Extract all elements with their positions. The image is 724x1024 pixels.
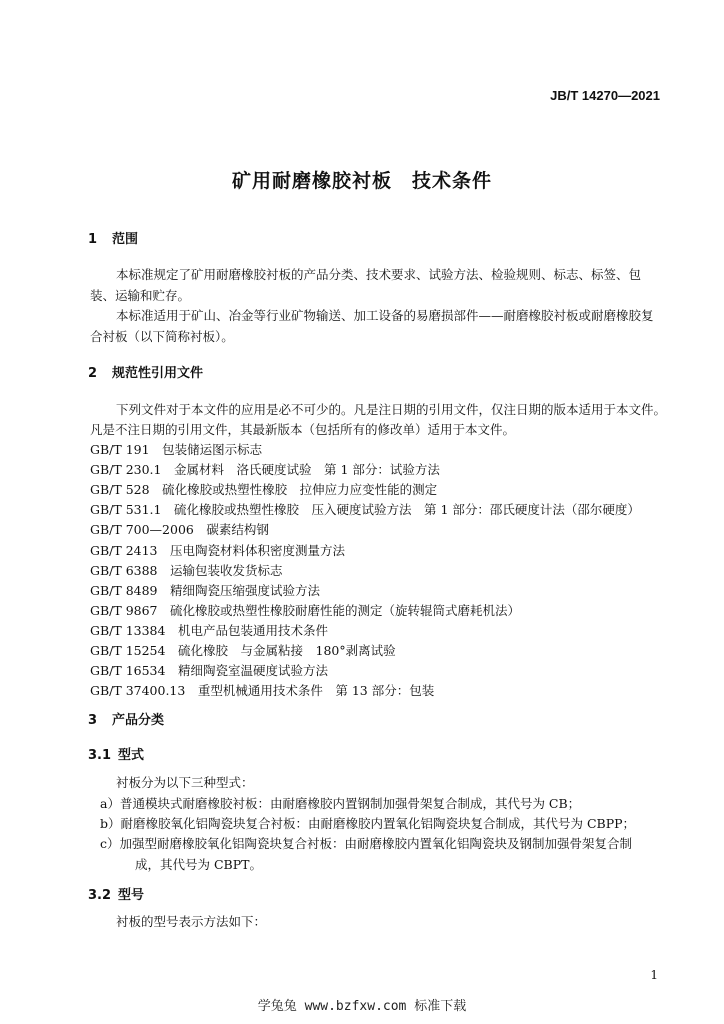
reference-title: 精细陶瓷压缩强度试验方法	[170, 582, 321, 598]
reference-title: 硫化橡胶或热塑性橡胶 拉伸应力应变性能的测定	[162, 482, 438, 498]
section-title: 产品分类	[112, 713, 165, 728]
paragraph-line: 装、运输和贮存。	[90, 288, 191, 303]
reference-item	[90, 480, 437, 498]
reference-title: 金属材料 洛氏硬度试验 第 1 部分：试验方法	[174, 462, 440, 478]
list-text: 加强型耐磨橡胶氧化铝陶瓷块复合衬板：由耐磨橡胶内置氧化铝陶瓷块及钢制加强骨架复合制	[119, 836, 633, 851]
section-1-heading	[88, 228, 138, 247]
subsection-title: 型号	[118, 888, 145, 903]
reference-code: GB/T 16534	[90, 663, 166, 679]
section-title: 范围	[112, 232, 139, 247]
reference-title: 碳素结构钢	[206, 522, 269, 538]
reference-code: GB/T 531.1	[90, 502, 162, 518]
list-text: 耐磨橡胶氧化铝陶瓷块复合衬板：由耐磨橡胶内置氧化铝陶瓷块复合制成，其代号为 CBPP；	[120, 816, 636, 831]
list-marker: b）	[100, 816, 121, 831]
reference-item	[90, 681, 434, 699]
reference-item	[90, 541, 345, 559]
list-item-c	[100, 834, 632, 852]
subsection-title: 型式	[118, 748, 145, 763]
reference-title: 精细陶瓷室温硬度试验方法	[177, 663, 328, 679]
paragraph-line: 凡是不注日期的引用文件，其最新版本（包括所有的修改单）适用于本文件。	[90, 422, 516, 437]
paragraph-line: 衬板分为以下三种型式：	[116, 775, 254, 790]
list-text: 普通模块式耐磨橡胶衬板：由耐磨橡胶内置钢制加强骨架复合制成，其代号为 CB；	[119, 796, 581, 811]
list-item-c-continuation: 成，其代号为 CBPT。	[135, 857, 262, 872]
reference-item	[90, 641, 396, 659]
paragraph-line: 合衬板（以下简称衬板）。	[90, 329, 234, 344]
reference-code: GB/T 230.1	[90, 462, 162, 478]
standard-code: JB/T 14270—2021	[550, 88, 660, 103]
reference-item	[90, 460, 440, 478]
reference-title: 包装储运图示标志	[162, 442, 263, 457]
reference-code: GB/T 528	[90, 482, 150, 498]
paragraph-line: 本标准适用于矿山、冶金等行业矿物输送、加工设备的易磨损部件——耐磨橡胶衬板或耐磨橡胶复	[116, 308, 654, 323]
reference-code: GB/T 2413	[90, 542, 158, 558]
subsection-number: 3.1	[88, 748, 112, 763]
paragraph-line: 本标准规定了矿用耐磨橡胶衬板的产品分类、技术要求、试验方法、检验规则、标志、标签、包	[116, 267, 642, 282]
section-number: 3	[88, 713, 98, 728]
reference-item	[90, 661, 328, 679]
reference-code: GB/T 15254	[90, 643, 166, 658]
page-number: 1	[650, 968, 658, 982]
reference-code: GB/T 9867	[90, 602, 158, 618]
list-item-b	[100, 814, 635, 832]
reference-item	[90, 500, 640, 518]
paragraph-line: 下列文件对于本文件的应用是必不可少的。凡是注日期的引用文件，仅注日期的版本适用于本文件。	[116, 402, 667, 417]
reference-code: GB/T 6388	[90, 562, 158, 578]
list-marker: a）	[100, 796, 120, 811]
section-2-heading	[88, 362, 203, 381]
reference-code: GB/T 13384	[90, 622, 166, 638]
section-3-heading	[88, 709, 164, 728]
subsection-3-1-heading	[88, 744, 144, 763]
reference-title: 机电产品包装通用技术条件	[177, 622, 328, 638]
reference-item	[90, 561, 283, 579]
document-title: 矿用耐磨橡胶衬板 技术条件	[231, 170, 492, 192]
section-number: 2	[88, 366, 98, 381]
subsection-3-2-heading	[88, 884, 144, 903]
reference-item	[90, 581, 320, 599]
reference-title: 硫化橡胶 与金属粘接 180°剥离试验	[177, 643, 396, 658]
download-site-watermark[interactable]: 学兔兔 www.bzfxw.com 标准下载	[257, 999, 467, 1014]
list-marker: c）	[100, 836, 120, 851]
reference-title: 运输包装收发货标志	[170, 562, 283, 578]
reference-code: GB/T 37400.13	[90, 683, 186, 699]
reference-item	[90, 621, 328, 639]
reference-item	[90, 520, 269, 538]
section-number: 1	[88, 232, 98, 247]
reference-title: 重型机械通用技术条件 第 13 部分：包装	[197, 683, 435, 699]
reference-item	[90, 440, 262, 458]
reference-title: 硫化橡胶或热塑性橡胶耐磨性能的测定（旋转辊筒式磨耗机法）	[170, 602, 521, 618]
subsection-number: 3.2	[88, 888, 112, 903]
list-item-a	[100, 794, 580, 812]
paragraph-line: 衬板的型号表示方法如下：	[116, 914, 267, 929]
reference-title: 硫化橡胶或热塑性橡胶 压入硬度试验方法 第 1 部分：邵氏硬度计法（邵尔硬度）	[174, 502, 640, 518]
reference-code: GB/T 191	[90, 442, 150, 457]
reference-code: GB/T 700—2006	[90, 522, 194, 538]
reference-item	[90, 601, 520, 619]
reference-code: GB/T 8489	[90, 582, 158, 598]
section-title: 规范性引用文件	[112, 366, 204, 381]
reference-title: 压电陶瓷材料体积密度测量方法	[170, 542, 346, 558]
